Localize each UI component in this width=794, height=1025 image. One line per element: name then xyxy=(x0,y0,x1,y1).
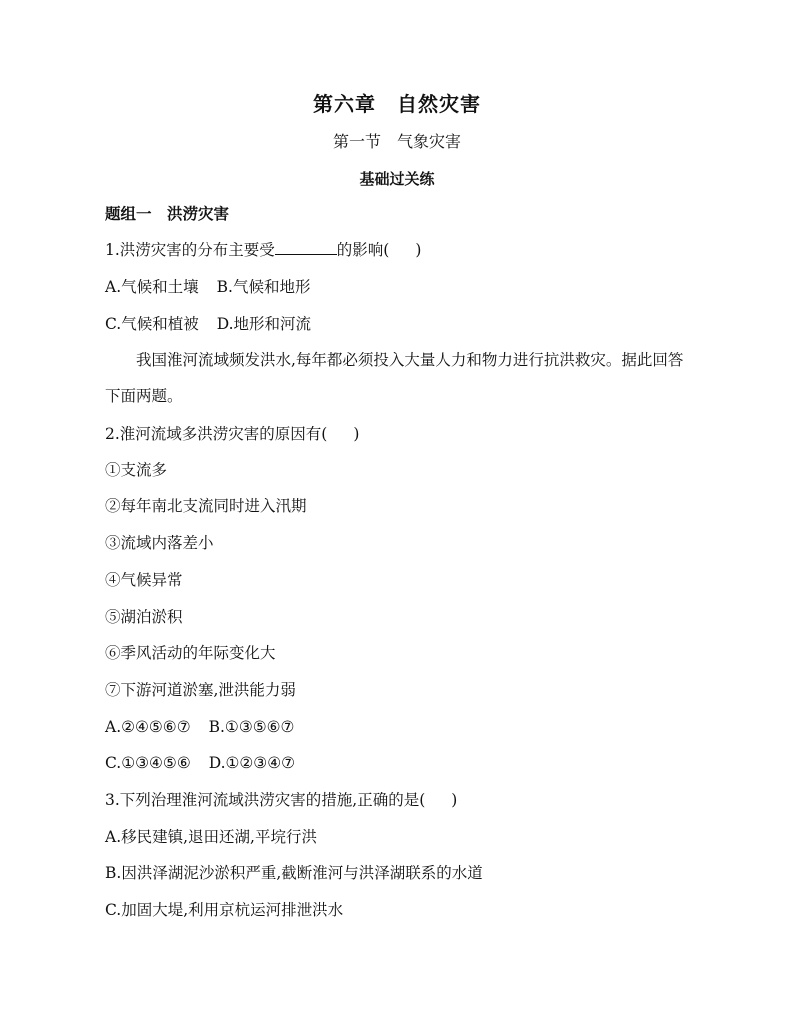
question-2-item: ②每年南北支流同时进入汛期 xyxy=(105,497,307,515)
question-2-item: ⑤湖泊淤积 xyxy=(105,608,183,626)
question-2-options-row-2 xyxy=(105,753,295,773)
question-1-options-row-2 xyxy=(105,314,311,334)
question-3-option-c: C.加固大堤,利用京杭运河排泄洪水 xyxy=(105,901,344,919)
question-2-item: ⑥季风活动的年际变化大 xyxy=(105,644,276,662)
question-3-paren-close: ) xyxy=(451,791,458,809)
question-2-stem-open: 2.淮河流域多洪涝灾害的原因有( xyxy=(105,425,328,443)
question-1-stem xyxy=(105,240,421,260)
question-3-stem xyxy=(105,790,457,810)
question-1-paren-close: ) xyxy=(415,241,422,259)
subheading: 基础过关练 xyxy=(359,170,435,188)
question-2-options-row-1 xyxy=(105,717,294,737)
question-2-option-a: A.②④⑤⑥⑦ xyxy=(105,718,191,736)
question-2-option-d: D.①②③④⑦ xyxy=(208,754,295,772)
chapter-title: 第六章 自然灾害 xyxy=(313,92,481,116)
group-title: 题组一 洪涝灾害 xyxy=(105,204,230,223)
question-2-option-c: C.①③④⑤⑥ xyxy=(105,754,191,772)
question-1-stem-after: 的影响( xyxy=(336,241,390,259)
question-2-item: ③流域内落差小 xyxy=(105,534,214,552)
section-title: 第一节 气象灾害 xyxy=(332,132,461,151)
question-2-paren-close: ) xyxy=(353,425,360,443)
question-2-item: ①支流多 xyxy=(105,461,168,479)
question-3-option-b: B.因洪泽湖泥沙淤积严重,截断淮河与洪泽湖联系的水道 xyxy=(105,864,483,882)
question-3-stem-open: 3.下列治理淮河流域洪涝灾害的措施,正确的是( xyxy=(105,791,426,809)
answer-blank xyxy=(275,240,337,255)
question-2-item: ④气候异常 xyxy=(105,571,183,589)
question-1-options-row-1 xyxy=(105,277,310,297)
question-3-option-a: A.移民建镇,退田还湖,平垸行洪 xyxy=(105,828,317,846)
question-1-option-d: D.地形和河流 xyxy=(216,315,312,333)
question-1-option-a: A.气候和土壤 xyxy=(105,278,199,296)
question-1-option-b: B.气候和地形 xyxy=(216,278,311,296)
question-2-item: ⑦下游河道淤塞,泄洪能力弱 xyxy=(105,681,296,699)
question-1-option-c: C.气候和植被 xyxy=(105,315,199,333)
reading-passage: 我国淮河流域频发洪水,每年都必须投入大量人力和物力进行抗洪救灾。据此回答下面两题。 xyxy=(105,351,684,405)
question-1-stem-before: 1.洪涝灾害的分布主要受 xyxy=(105,241,275,259)
question-2-option-b: B.①③⑤⑥⑦ xyxy=(208,718,295,736)
question-2-stem xyxy=(105,424,359,444)
